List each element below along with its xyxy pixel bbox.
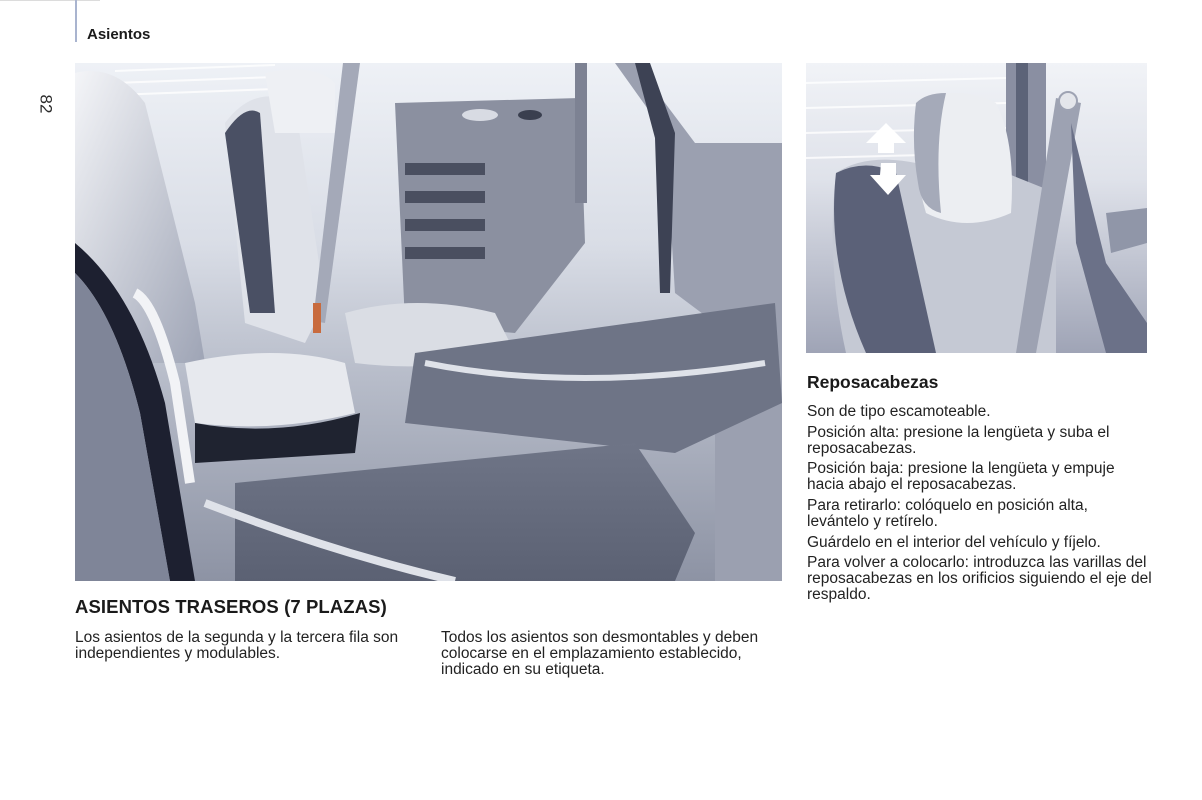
headrest-paragraph: Posición baja: presione la lengüeta y empuje hacia abajo el reposacabezas.	[807, 460, 1115, 494]
headrest-paragraph: Son de tipo escamoteable.	[807, 403, 991, 420]
rear-seats-text-col1: Los asientos de la segunda y la tercera fila son independientes y modulables.	[75, 629, 399, 662]
headrest-paragraph: Posición alta: presione la lengüeta y suba el reposacabezas.	[807, 423, 1110, 457]
rear-seats-illustration	[75, 63, 782, 581]
top-rule	[0, 0, 100, 1]
section-marker-rule	[75, 0, 77, 42]
headrest-illustration-icon	[806, 63, 1147, 353]
section-title: Asientos	[87, 26, 151, 43]
headrest-paragraph: Guárdelo en el interior del vehículo y fíjelo.	[807, 533, 1101, 551]
rear-seats-illustration-icon	[75, 63, 782, 581]
headrest-paragraph: Para retirarlo: colóquelo en posición alta, levántelo y retírelo.	[807, 496, 1088, 530]
headrest-illustration	[806, 63, 1147, 353]
rear-seats-text-col2: Todos los asientos son desmontables y deben colocarse en el emplazamiento establecido, indicado en su etiqueta.	[441, 629, 759, 678]
page-number: 82	[36, 94, 56, 114]
rear-seats-heading: ASIENTOS TRASEROS (7 PLAZAS)	[75, 596, 387, 617]
headrest-paragraph: Para volver a colocarlo: introduzca las varillas del reposacabezas en los orificios siguiendo el eje del respaldo.	[807, 554, 1152, 603]
headrests-heading: Reposacabezas	[807, 372, 939, 392]
headrests-instructions	[807, 404, 1152, 608]
